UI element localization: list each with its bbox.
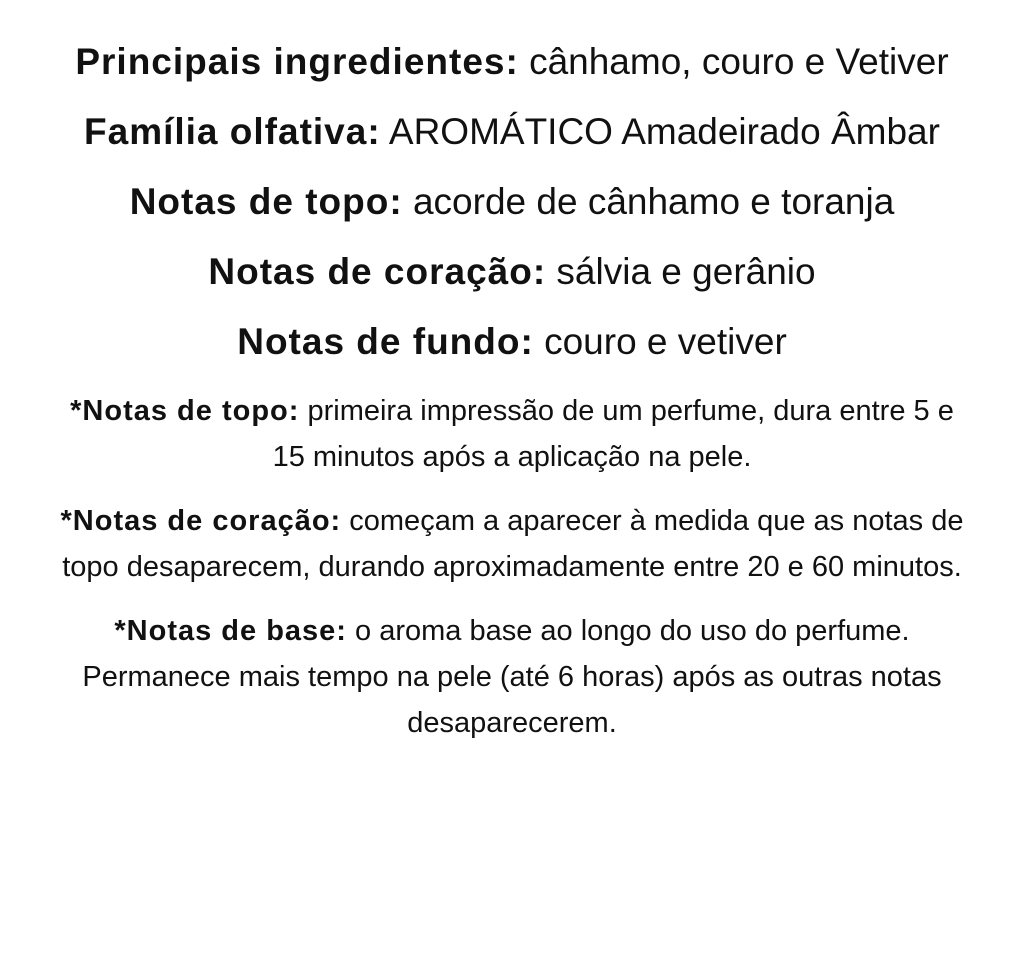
top-notes-line <box>60 178 964 226</box>
heart-notes-label: Notas de coração: <box>208 251 547 292</box>
top-notes-value: acorde de cânhamo e toranja <box>402 181 895 222</box>
base-notes-label: Notas de fundo: <box>237 321 534 362</box>
base-notes-value: couro e vetiver <box>533 321 787 362</box>
base-notes-footnote-text: o aroma base ao longo do uso do perfume. Permanece mais tempo na pele (até 6 horas) após as outras notas desaparecerem. <box>82 615 942 739</box>
heart-notes-footnote <box>60 498 964 590</box>
olfactory-family-line <box>60 108 964 156</box>
ingredients-value: cânhamo, couro e Vetiver <box>518 41 949 82</box>
base-notes-line <box>60 318 964 366</box>
top-notes-footnote-label: *Notas de topo: <box>70 395 300 427</box>
heart-notes-line <box>60 248 964 296</box>
olfactory-family-value: AROMÁTICO Amadeirado Âmbar <box>380 111 940 152</box>
ingredients-line <box>60 38 964 86</box>
heart-notes-footnote-label: *Notas de coração: <box>60 505 342 537</box>
heart-notes-footnote-text: começam a aparecer à medida que as notas de topo desaparecem, durando aproximadamente entre 20 e 60 minutos. <box>62 505 964 583</box>
ingredients-label: Principais ingredientes: <box>75 41 519 82</box>
heart-notes-value: sálvia e gerânio <box>546 251 816 292</box>
base-notes-footnote-label: *Notas de base: <box>114 615 347 647</box>
olfactory-family-label: Família olfativa: <box>84 111 381 152</box>
top-notes-footnote <box>60 388 964 480</box>
top-notes-footnote-text: primeira impressão de um perfume, dura entre 5 e 15 minutos após a aplicação na pele. <box>272 395 954 473</box>
base-notes-footnote <box>60 608 964 746</box>
top-notes-label: Notas de topo: <box>129 181 403 222</box>
